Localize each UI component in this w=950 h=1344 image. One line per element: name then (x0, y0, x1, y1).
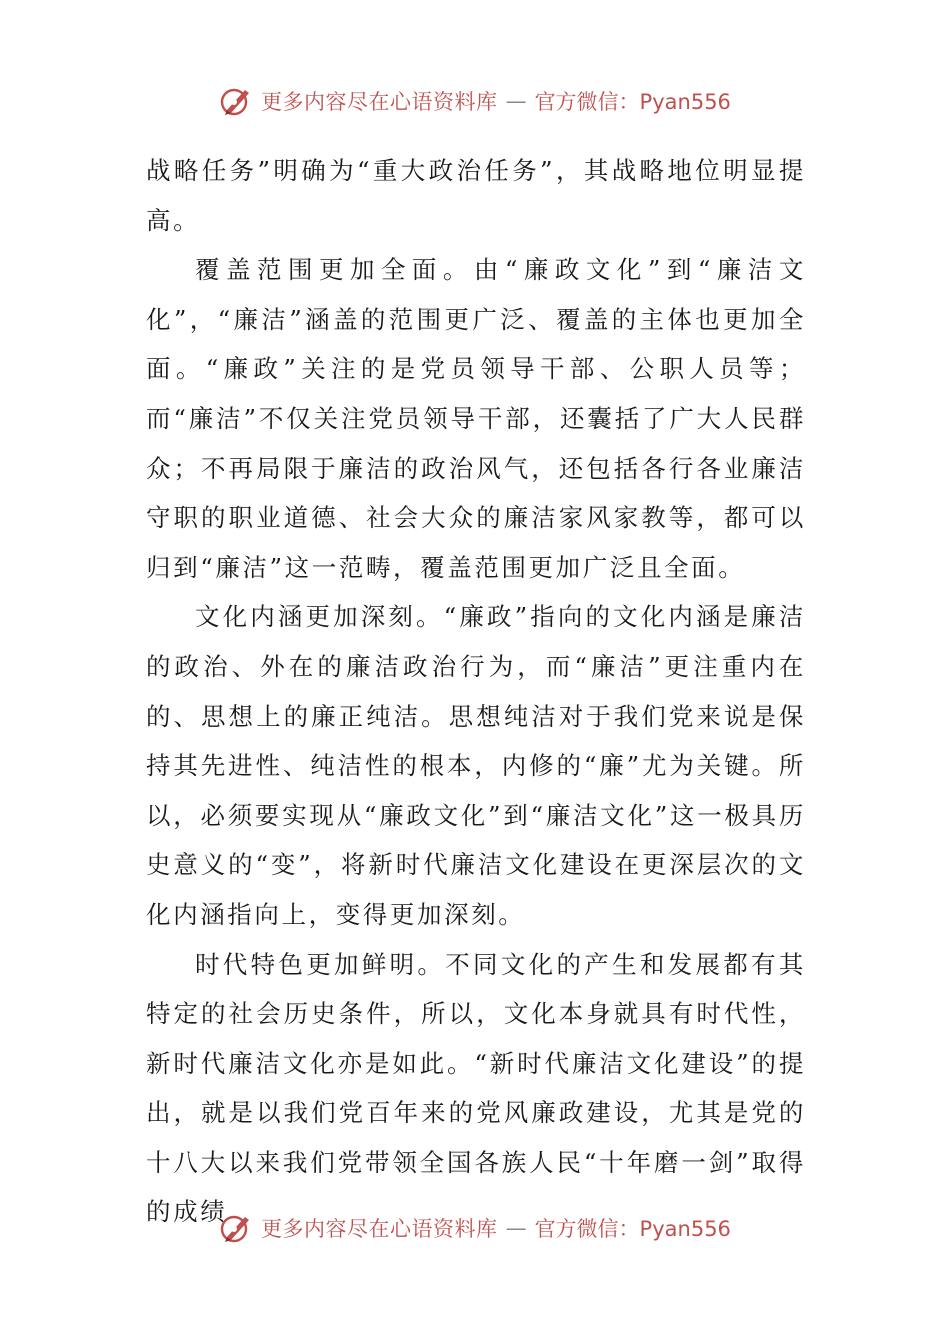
watermark-separator: — (505, 1216, 527, 1240)
paragraph-coverage: 覆盖范围更加全面。由“廉政文化”到“廉洁文化”，“廉洁”涵盖的范围更广泛、覆盖的主体也更加全面。“廉政”关注的是党员领导干部、公职人员等；而“廉洁”不仅关注党员领导干部，还囊括了广大人民群众；不再局限于廉洁的政治风气，还包括各行各业廉洁守职的职业道德、社会大众的廉洁家风家教等，都可以归到“廉洁”这一范畴，覆盖范围更加广泛且全面。 (146, 255, 806, 582)
watermark-text: 更多内容尽在心语资料库 (261, 90, 498, 114)
watermark-separator: — (505, 89, 527, 113)
footer-watermark (0, 1211, 950, 1245)
document-body (146, 146, 806, 1237)
paragraph-era-feature: 时代特色更加鲜明。不同文化的产生和发展都有其特定的社会历史条件，所以，文化本身就具有时代性，新时代廉洁文化亦是如此。“新时代廉洁文化建设”的提出，就是以我们党百年来的党风廉政建设，尤其是党的十八大以来我们党带领全国各族人民“十年磨一剑”取得的成绩 (146, 949, 806, 1227)
watermark-contact: 官方微信：Pyan556 (534, 90, 731, 114)
paragraph-connotation: 文化内涵更加深刻。“廉政”指向的文化内涵是廉洁的政治、外在的廉洁政治行为，而“廉洁”更注重内在的、思想上的廉正纯洁。思想纯洁对于我们党来说是保持其先进性、纯洁性的根本，内修的“廉”尤为关键。所以，必须要实现从“廉政文化”到“廉洁文化”这一极具历史意义的“变”，将新时代廉洁文化建设在更深层次的文化内涵指向上，变得更加深刻。 (146, 602, 806, 929)
pen-seal-icon (219, 84, 253, 118)
watermark-contact: 官方微信：Pyan556 (534, 1217, 731, 1241)
header-watermark (0, 84, 950, 118)
pen-seal-icon (219, 1211, 253, 1245)
paragraph-continuation: 战略任务”明确为“重大政治任务”，其战略地位明显提高。 (146, 156, 806, 235)
watermark-text: 更多内容尽在心语资料库 (261, 1217, 498, 1241)
